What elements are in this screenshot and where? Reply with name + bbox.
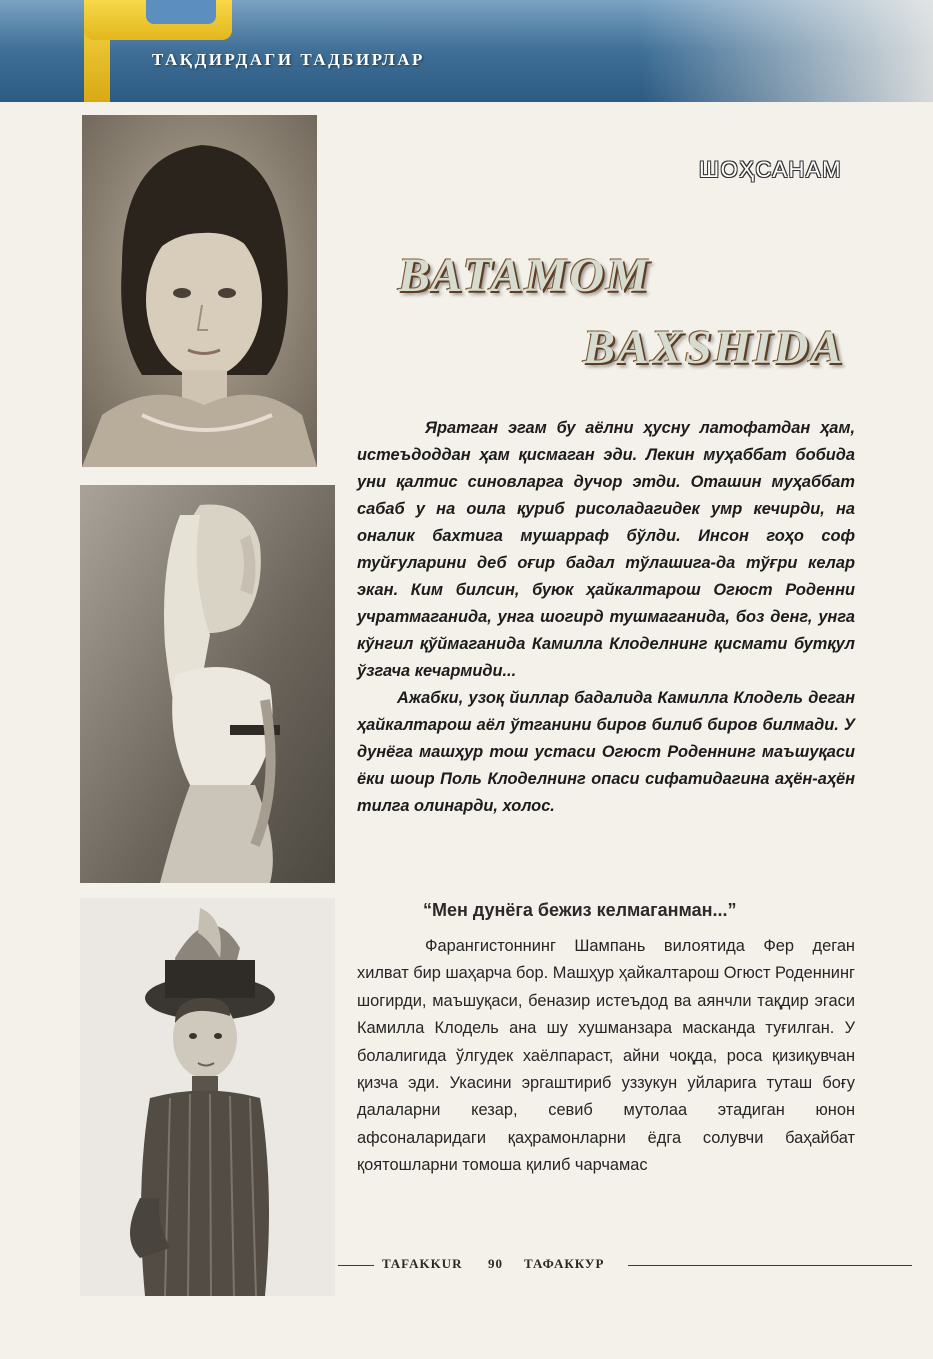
article-body bbox=[357, 933, 855, 1180]
profile-photo-woman-standing bbox=[80, 485, 335, 883]
footer-magazine-name-latin: TAFAKKUR bbox=[382, 1256, 463, 1271]
lead-paragraph: Ажабки, узоқ йиллар бадалида Камилла Клодель деган ҳайкалтарош аёл ўтганини биров билиб биров билмади. У дунёга машҳур тош устаси Огюст Роденнинг маъшуқаси ёки шоир Поль Клоделнинг опаси сифатидагина аҳён-аҳён тилга олинарди, холос. bbox=[357, 689, 855, 815]
portrait-photo-woman-with-hat bbox=[80, 898, 335, 1296]
footer-rule-right bbox=[628, 1265, 912, 1266]
article-lead bbox=[357, 415, 855, 820]
body-paragraph: Фарангистоннинг Шампань вилоятида Фер деган хилват бир шаҳарча бор. Машҳур ҳайкалтарош Огюст Роденнинг шогирди, маъшуқаси, беназир истеъдод ва аянчли тақдир эгаси Камилла Клодель ана шу хушманзара масканда туғилган. У болалигида ўлгудек хаёлпараст, айни чоқда, роса қизиқувчан қизча эди. Укасини эргаштириб уззукун уйларига туташ боғу далаларни кезар, севиб мутолаа этадиган юнон афсоналаридаги қаҳрамонларни ёдга солувчи баҳайбат қоятошларни томоша қилиб чарчамас bbox=[357, 937, 855, 1175]
lead-paragraph: Яратган эгам бу аёлни ҳусну латофатдан ҳам, истеъдоддан ҳам қисмаган эди. Лекин муҳаббат бобида уни қалтис синовларга дучор этди. Оташин муҳаббат сабаб у на оила қуриб рисоладагидек умр кечирди, на оналик бахтига мушарраф бўлди. Инсон гоҳо соф туйғуларини деб оғир бадал тўлашига-да тўғри келар экан. Ким билсин, буюк ҳайкалтарош Огюст Роденни учратмаганида, унга шогирд тушмаганида, боз денг, унга кўнгил қўймаганида Камилла Клоделнинг қисмати бутқул ўзгача кечармиди... bbox=[357, 419, 855, 680]
header-fade bbox=[640, 0, 933, 102]
section-title: ТАҚДИРДАГИ ТАДБИРЛАР bbox=[152, 50, 425, 69]
article-author: ШОҲСАНАМ bbox=[699, 157, 842, 182]
article-subheading: “Мен дунёга бежиз келмаганман...” bbox=[423, 900, 737, 920]
footer-rule-left bbox=[338, 1265, 374, 1266]
footer-page-number: 90 bbox=[488, 1256, 503, 1271]
portrait-photo-young-woman bbox=[82, 115, 317, 467]
magazine-logo-accent bbox=[146, 0, 216, 24]
article-headline-line1: ВАТАМОМ bbox=[398, 249, 651, 302]
footer-magazine-name-cyrillic: ТАФАККУР bbox=[524, 1256, 605, 1271]
article-headline-line2: BAXSHIDA bbox=[583, 321, 845, 374]
